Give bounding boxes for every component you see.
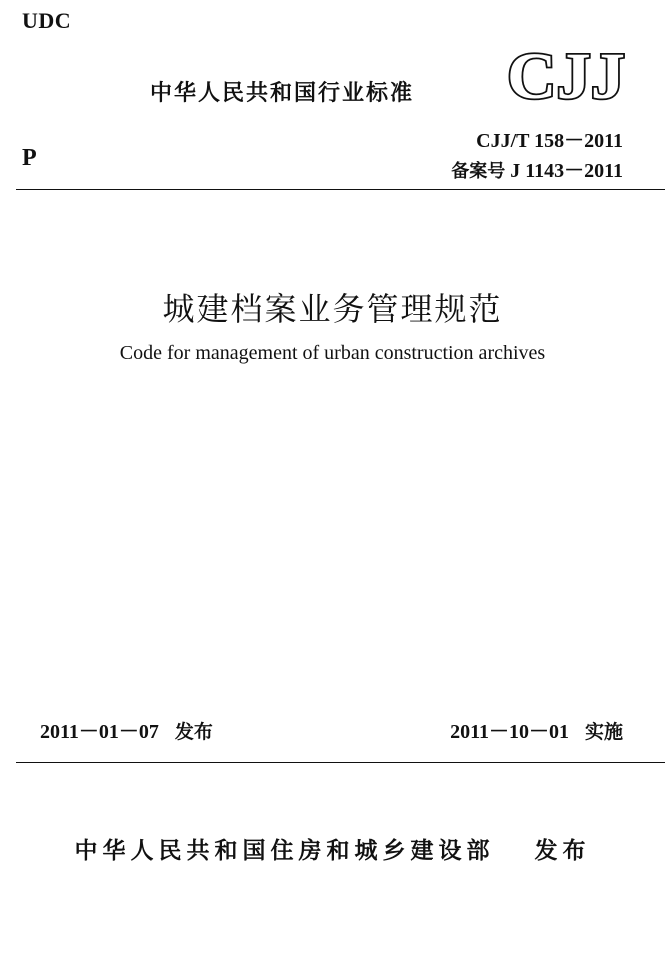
implement-date: 2011－10－01	[450, 721, 569, 743]
classification-code: P	[22, 145, 37, 171]
record-number	[451, 154, 623, 183]
publish-date-row	[40, 715, 213, 744]
record-value: J 1143－2011	[510, 160, 623, 182]
document-title-en: Code for management of urban construction archives	[119, 342, 546, 364]
cjj-logo	[505, 40, 627, 106]
implement-date-row	[450, 715, 623, 744]
publisher-name: 中华人民共和国住房和城乡建设部	[74, 838, 495, 864]
cjj-logo-text: CJJ	[507, 40, 625, 106]
standard-code: CJJ/T 158－2011	[476, 130, 623, 152]
publish-date: 2011－01－07	[40, 721, 159, 743]
publish-label: 发布	[174, 721, 213, 743]
implement-label: 实施	[584, 721, 623, 743]
record-label: 备案号	[451, 161, 506, 182]
publisher-action: 发布	[534, 838, 591, 864]
bottom-divider	[16, 762, 665, 763]
udc-label: UDC	[22, 8, 72, 33]
top-divider	[16, 189, 665, 190]
document-title-cn: 城建档案业务管理规范	[162, 290, 503, 328]
standard-category: 中华人民共和国行业标准	[150, 81, 415, 106]
publisher-line	[0, 832, 665, 865]
